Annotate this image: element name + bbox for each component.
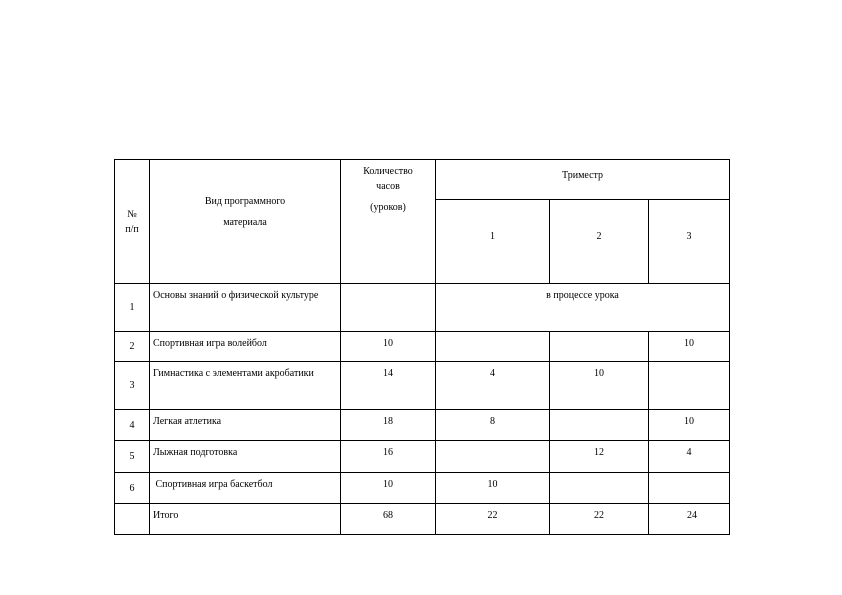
row-trimester-2: 10 bbox=[550, 362, 649, 410]
row-hours: 18 bbox=[341, 410, 436, 441]
row-number: 6 bbox=[115, 473, 150, 504]
row-name: Основы знаний о физической культуре bbox=[150, 284, 341, 332]
row-trimester-3: 4 bbox=[649, 441, 730, 473]
table-row bbox=[115, 332, 730, 362]
curriculum-table bbox=[114, 159, 730, 535]
row-trimester-1 bbox=[436, 441, 550, 473]
row-trimester-1: 22 bbox=[436, 504, 550, 535]
table-row bbox=[115, 441, 730, 473]
table-row bbox=[115, 362, 730, 410]
row-hours: 10 bbox=[341, 473, 436, 504]
row-number: 4 bbox=[115, 410, 150, 441]
row-hours: 14 bbox=[341, 362, 436, 410]
row-name: Спортивная игра баскетбол bbox=[150, 473, 341, 504]
row-name: Лыжная подготовка bbox=[150, 441, 341, 473]
row-number bbox=[115, 504, 150, 535]
header-trimester-3: 3 bbox=[649, 200, 730, 284]
row-hours: 10 bbox=[341, 332, 436, 362]
header-trimester-2: 2 bbox=[550, 200, 649, 284]
row-trimester-2 bbox=[550, 332, 649, 362]
row-number: 5 bbox=[115, 441, 150, 473]
row-trimester-1: 4 bbox=[436, 362, 550, 410]
row-trimester-3: 24 bbox=[649, 504, 730, 535]
row-merged-note: в процессе урока bbox=[436, 284, 730, 332]
header-trimester: Триместр bbox=[436, 160, 730, 200]
row-trimester-1: 8 bbox=[436, 410, 550, 441]
row-trimester-2 bbox=[550, 410, 649, 441]
header-program-material: Вид программного материала bbox=[150, 160, 341, 284]
row-name: Итого bbox=[150, 504, 341, 535]
row-number: 2 bbox=[115, 332, 150, 362]
header-row bbox=[115, 160, 730, 200]
table-row-total bbox=[115, 504, 730, 535]
row-trimester-3: 10 bbox=[649, 410, 730, 441]
row-name: Гимнастика с элементами акробатики bbox=[150, 362, 341, 410]
row-hours: 68 bbox=[341, 504, 436, 535]
header-hours: Количество часов (уроков) bbox=[341, 160, 436, 284]
row-hours bbox=[341, 284, 436, 332]
table-row bbox=[115, 410, 730, 441]
row-trimester-3 bbox=[649, 362, 730, 410]
row-trimester-1: 10 bbox=[436, 473, 550, 504]
row-name: Легкая атлетика bbox=[150, 410, 341, 441]
row-number: 1 bbox=[115, 284, 150, 332]
row-hours: 16 bbox=[341, 441, 436, 473]
row-trimester-2: 12 bbox=[550, 441, 649, 473]
row-trimester-2: 22 bbox=[550, 504, 649, 535]
row-trimester-1 bbox=[436, 332, 550, 362]
table-row bbox=[115, 473, 730, 504]
header-trimester-1: 1 bbox=[436, 200, 550, 284]
row-number: 3 bbox=[115, 362, 150, 410]
row-trimester-2 bbox=[550, 473, 649, 504]
row-name: Спортивная игра волейбол bbox=[150, 332, 341, 362]
row-trimester-3: 10 bbox=[649, 332, 730, 362]
header-number: № п/п bbox=[115, 160, 150, 284]
table-row bbox=[115, 284, 730, 332]
row-trimester-3 bbox=[649, 473, 730, 504]
